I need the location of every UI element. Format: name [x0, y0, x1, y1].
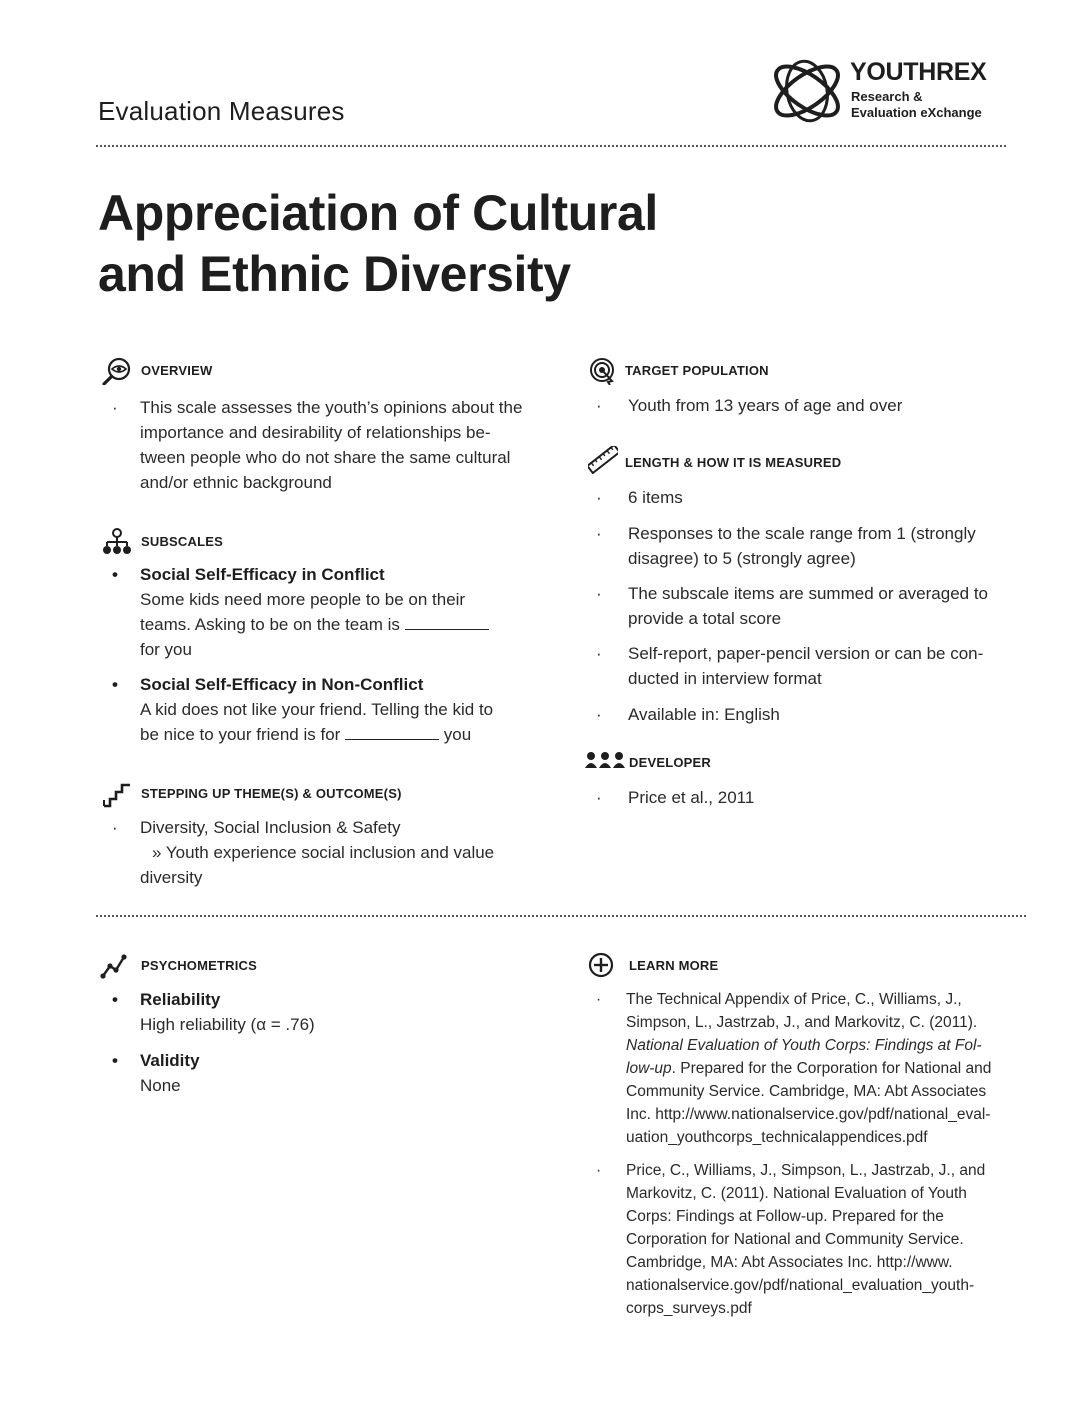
list-item: • Social Self-Efficacy in Non-Conflict A kid does not like your friend. Telling the kid to be nice to your friend is for you: [102, 672, 562, 747]
text-line: Corps: Findings at Follow-up. Prepared for the: [626, 1208, 944, 1225]
logo-line-1: Research &: [851, 89, 923, 104]
magnifier-eye-icon: [102, 357, 132, 385]
learn-more-heading: LEARN MORE: [629, 958, 719, 973]
orbit-logo-icon: [768, 56, 846, 126]
text-line: Price, C., Williams, J., Simpson, L., Jastrzab, J., and: [626, 1162, 986, 1179]
text-line: importance and desirability of relationships be-: [140, 423, 491, 442]
list-item: • Social Self-Efficacy in Conflict Some kids need more people to be on their teams. Asking to be on the team is for you: [102, 562, 562, 662]
text-line: and/or ethnic background: [140, 473, 332, 492]
text-line: tween people who do not share the same cultural: [140, 448, 511, 467]
list-item: · Self-report, paper-pencil version or can be con- ducted in interview format: [588, 641, 1028, 691]
people-icon: [584, 750, 626, 770]
psychometrics-section: [100, 952, 560, 1098]
list-item: · Price et al., 2011: [584, 785, 1024, 810]
plus-circle-icon: [588, 952, 618, 980]
reference-item: · Price, C., Williams, J., Simpson, L., Jastrzab, J., and Markovitz, C. (2011). National Evaluation of Youth Corps: Findings at Follow-up. Prepared for the Corporation for National and Community Service. Cambridge, MA: Abt Associates Inc. http://www. nationalservice.gov/pdf/national_evaluation_youth- corps_surveys.pdf: [588, 1159, 1028, 1320]
text-line: Price et al., 2011: [628, 788, 755, 807]
blank-line: [405, 614, 489, 630]
learn-more-section: [588, 952, 1028, 1320]
subscale-title: Social Self-Efficacy in Conflict: [140, 565, 385, 584]
reference-link[interactable]: uation_youthcorps_technicalappendices.pdf: [626, 1129, 928, 1146]
reference-item: · The Technical Appendix of Price, C., Williams, J., Simpson, L., Jastrzab, J., and Markovitz, C. (2011). National Evaluation of Youth Corps: Findings at Fol- low-up. Prepared for the Corporation for National and Community Service. Cambridge, MA: Abt Associates Inc. http://www.nationalservice.gov/pdf/national_eval- uation_youthcorps_technicalappendices.pdf: [588, 988, 1028, 1149]
list-item: • Validity None: [100, 1048, 560, 1098]
text-line: disagree) to 5 (strongly agree): [628, 549, 856, 568]
text-line: diversity: [140, 868, 203, 887]
list-item: · Youth from 13 years of age and over: [588, 393, 1028, 418]
title-line-2: and Ethnic Diversity: [98, 246, 571, 302]
reference-link[interactable]: corps_surveys.pdf: [626, 1300, 752, 1317]
text-line: you: [443, 725, 472, 744]
psychometric-value: None: [140, 1076, 181, 1095]
text-line: This scale assesses the youth’s opinions about the: [140, 398, 523, 417]
reference-link[interactable]: Inc. http://www.nationalservice.gov/pdf/national_eval-: [626, 1106, 991, 1123]
text-line: » Youth experience social inclusion and value: [152, 843, 495, 862]
header-divider: [96, 145, 1006, 147]
subscale-title: Social Self-Efficacy in Non-Conflict: [140, 675, 424, 694]
hierarchy-icon: [102, 528, 132, 556]
psychometric-value: High reliability (α = .76): [140, 1015, 315, 1034]
text-line: Youth from 13 years of age and over: [628, 396, 903, 415]
text-line: Simpson, L., Jastrzab, J., and Markovitz, C. (2011).: [626, 1014, 978, 1031]
text-line: A kid does not like your friend. Telling the kid to: [140, 700, 494, 719]
text-line: Community Service. Cambridge, MA: Abt Associates: [626, 1083, 987, 1100]
text-line: be nice to your friend is for: [140, 725, 341, 744]
length-heading: LENGTH & HOW IT IS MEASURED: [625, 455, 842, 470]
psychometrics-heading: PSYCHOMETRICS: [141, 958, 258, 973]
overview-section: [102, 357, 562, 495]
stepping-up-heading: STEPPING UP THEME(S) & OUTCOME(S): [141, 786, 402, 801]
text-line: The subscale items are summed or averaged to: [628, 584, 989, 603]
text-line: low-up: [626, 1060, 672, 1077]
target-population-section: [588, 357, 1028, 418]
text-line: National Evaluation of Youth Corps: Findings at Fol-: [626, 1037, 982, 1054]
developer-heading: DEVELOPER: [629, 755, 711, 770]
subscales-heading: SUBSCALES: [141, 534, 223, 549]
psychometric-title: Validity: [140, 1051, 200, 1070]
developer-section: [584, 750, 1024, 810]
list-item: · 6 items: [588, 485, 1028, 510]
text-line: Self-report, paper-pencil version or can be con-: [628, 644, 984, 663]
reference-link[interactable]: Cambridge, MA: Abt Associates Inc. http://www.: [626, 1254, 953, 1271]
stairs-icon: [102, 780, 132, 808]
reference-link[interactable]: nationalservice.gov/pdf/national_evaluation_youth-: [626, 1277, 975, 1294]
list-item: · Available in: English: [588, 702, 1028, 727]
list-item: · Diversity, Social Inclusion & Safety » Youth experience social inclusion and value diversity: [102, 815, 562, 890]
section-divider: [96, 915, 1026, 917]
text-line: ducted in interview format: [628, 669, 822, 688]
text-line: Diversity, Social Inclusion & Safety: [140, 818, 401, 837]
overview-heading: OVERVIEW: [141, 363, 213, 378]
title-line-1: Appreciation of Cultural: [98, 185, 658, 241]
subscales-section: [102, 528, 562, 747]
text-line: Markovitz, C. (2011). National Evaluation of Youth: [626, 1185, 967, 1202]
text-line: The Technical Appendix of Price, C., Williams, J.,: [626, 991, 962, 1008]
youthrex-logo: [768, 56, 1008, 126]
text-line: provide a total score: [628, 609, 782, 628]
text-line: Available in: English: [628, 705, 780, 724]
text-line: 6 items: [628, 488, 683, 507]
length-section: [588, 446, 1028, 727]
text-line: Corporation for National and Community Service.: [626, 1231, 964, 1248]
blank-line: [345, 724, 439, 740]
text-line: Some kids need more people to be on their: [140, 590, 466, 609]
text-line: . Prepared for the Corporation for National and: [671, 1060, 992, 1077]
logo-line-2: Evaluation eXchange: [851, 105, 982, 120]
ruler-icon: [588, 446, 618, 474]
list-item: · The subscale items are summed or averaged to provide a total score: [588, 581, 1028, 631]
text-line: for you: [140, 640, 192, 659]
list-item: · This scale assesses the youth’s opinions about the importance and desirability of relationships be- tween people who do not share the same cultural and/or ethnic background: [102, 395, 562, 495]
chart-line-icon: [100, 952, 130, 980]
target-icon: [588, 357, 618, 385]
psychometric-title: Reliability: [140, 990, 221, 1009]
target-population-heading: TARGET POPULATION: [625, 363, 769, 378]
text-line: teams. Asking to be on the team is: [140, 615, 400, 634]
logo-brand: YOUTHREX: [850, 58, 987, 86]
list-item: · Responses to the scale range from 1 (strongly disagree) to 5 (strongly agree): [588, 521, 1028, 571]
page-title: [98, 183, 818, 305]
list-item: • Reliability High reliability (α = .76): [100, 987, 560, 1037]
text-line: Responses to the scale range from 1 (strongly: [628, 524, 976, 543]
stepping-up-section: [102, 780, 562, 890]
header-label: Evaluation Measures: [98, 96, 345, 126]
